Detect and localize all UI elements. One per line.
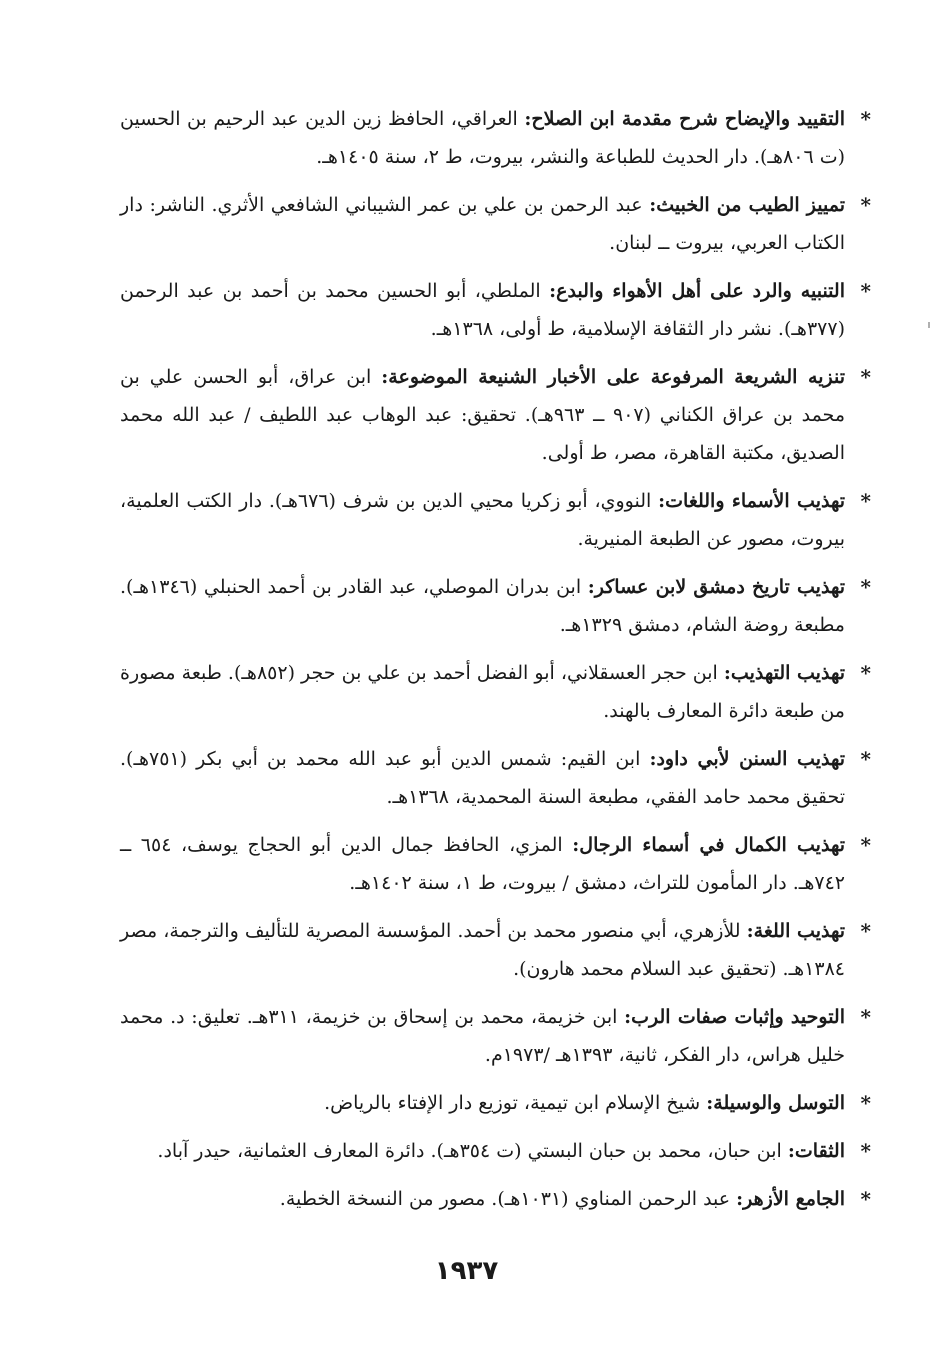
bibliography-entry (120, 186, 871, 262)
entry-text: المزي، الحافظ جمال الدين أبو الحجاج يوسف، ٦٥٤ ــ ٧٤٢هـ. دار المأمون للتراث، دمشق / بيروت، ط ١، سنة ١٤٠٢هـ. (120, 834, 845, 894)
entry-text: العراقي، الحافظ زين الدين عبد الرحيم بن الحسين (ت ٨٠٦هـ). دار الحديث للطباعة والنشر، بيروت، ط ٢، سنة ١٤٠٥هـ. (120, 108, 845, 168)
entry-text: ابن بدران الموصلي، عبد القادر بن أحمد الحنبلي (١٣٤٦هـ). مطبعة روضة الشام، دمشق ١٣٢٩هـ. (120, 576, 845, 636)
entry-bullet: * (860, 1187, 871, 1211)
entry-bullet: * (860, 919, 871, 943)
entry-title: التقييد والإيضاح شرح مقدمة ابن الصلاح: (524, 108, 845, 130)
entry-bullet: * (860, 1091, 871, 1115)
entry-bullet: * (860, 489, 871, 513)
entry-text: ابن خزيمة، محمد بن إسحاق بن خزيمة، ٣١١هـ. تعليق: د. محمد خليل هراس، دار الفكر، ثانية، ١٣٩٣هـ /١٩٧٣م. (120, 1006, 845, 1066)
entry-title: تمييز الطيب من الخبيث: (649, 194, 845, 216)
entry-bullet: * (860, 575, 871, 599)
entry-title: تهذيب السنن لأبي داود: (649, 748, 845, 770)
entry-text: ابن حجر العسقلاني، أبو الفضل أحمد بن علي بن حجر (٨٥٢هـ). طبعة مصورة من طبعة دائرة المعارف بالهند. (120, 662, 845, 722)
entry-bullet: * (860, 193, 871, 217)
bibliography-entry (120, 998, 871, 1074)
entry-title: تهذيب الأسماء واللغات: (658, 490, 846, 512)
bibliography-entry (120, 568, 871, 644)
entry-title: تنزيه الشريعة المرفوعة على الأخبار الشنيعة الموضوعة: (381, 366, 845, 388)
bibliography-list (120, 100, 871, 1228)
entry-text: ابن القيم: شمس الدين أبو عبد الله محمد بن أبي بكر (٧٥١هـ). تحقيق محمد حامد الفقي، مطبعة السنة المحمدية، ١٣٦٨هـ. (120, 748, 845, 808)
entry-bullet: * (860, 1139, 871, 1163)
entry-bullet: * (860, 107, 871, 131)
entry-text: عبد الرحمن المناوي (١٠٣١هـ). مصور من النسخة الخطية. (279, 1188, 737, 1210)
bibliography-entry (120, 740, 871, 816)
entry-title: الجامع الأزهر: (736, 1188, 845, 1210)
bibliography-entry (120, 272, 871, 348)
entry-bullet: * (860, 661, 871, 685)
entry-bullet: * (860, 1005, 871, 1029)
bibliography-entry (120, 826, 871, 902)
entry-bullet: * (860, 747, 871, 771)
entry-title: تهذيب تاريخ دمشق لابن عساكر: (587, 576, 845, 598)
entry-text: ابن عراق، أبو الحسن علي بن محمد بن عراق الكناني (٩٠٧ ــ ٩٦٣هـ). تحقيق: عبد الوهاب عبد اللطيف / عبد الله محمد الصديق، مكتبة القاهرة، مصر، ط أولى. (120, 366, 845, 464)
bibliography-entry (120, 358, 871, 472)
entry-title: التنبيه والرد على أهل الأهواء والبدع: (549, 280, 845, 302)
entry-text: عبد الرحمن بن علي بن عمر الشيباني الشافعي الأثري. الناشر: دار الكتاب العربي، بيروت ــ لبنان. (120, 194, 845, 254)
entry-bullet: * (860, 833, 871, 857)
page-number: ١٩٣٧ (434, 1256, 499, 1286)
bibliography-entry (120, 1132, 871, 1170)
entry-title: التوحيد وإثبات صفات الرب: (624, 1006, 845, 1028)
bibliography-entry (120, 482, 871, 558)
entry-bullet: * (860, 279, 871, 303)
entry-text: للأزهري، أبي منصور محمد بن أحمد. المؤسسة المصرية للتأليف والترجمة، مصر ١٣٨٤هـ. (تحقيق عبد السلام محمد هارون). (120, 920, 845, 980)
entry-text: الملطي، أبو الحسين محمد بن أحمد بن عبد الرحمن (٣٧٧هـ). نشر دار الثقافة الإسلامية، ط أولى، ١٣٦٨هـ. (120, 280, 845, 340)
entry-title: تهذيب اللغة: (746, 920, 845, 942)
entry-title: الثقات: (787, 1140, 845, 1162)
bibliography-entry (120, 1084, 871, 1122)
bibliography-entry (120, 654, 871, 730)
entry-title: تهذيب الكمال في أسماء الرجال: (572, 834, 845, 856)
entry-text: شيخ الإسلام ابن تيمية، توزيع دار الإفتاء بالرياض. (324, 1092, 707, 1114)
entry-title: تهذيب التهذيب: (723, 662, 845, 684)
bibliography-entry (120, 912, 871, 988)
entry-bullet: * (860, 365, 871, 389)
bibliography-entry (120, 100, 871, 176)
entry-title: التوسل والوسيلة: (706, 1092, 845, 1114)
entry-text: النووي، أبو زكريا محيي الدين بن شرف (٦٧٦هـ). دار الكتب العلمية، بيروت، مصور عن الطبعة المنيرية. (120, 490, 845, 550)
entry-text: ابن حبان، محمد بن حبان البستي (ت ٣٥٤هـ). دائرة المعارف العثمانية، حيدر آباد. (157, 1140, 788, 1162)
bibliography-entry (120, 1180, 871, 1218)
margin-mark (928, 322, 930, 328)
